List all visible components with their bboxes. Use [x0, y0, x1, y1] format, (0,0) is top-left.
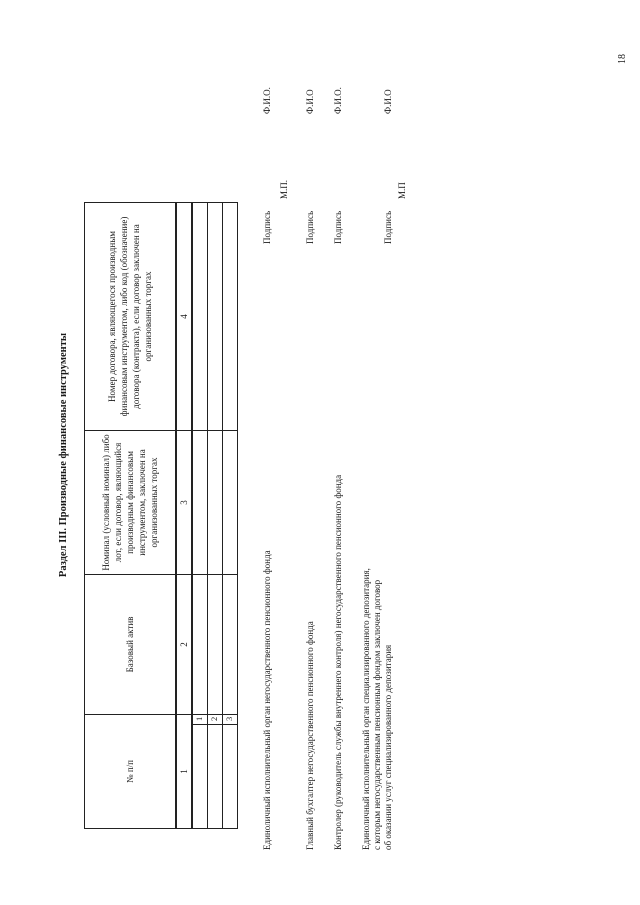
table-cell	[223, 430, 238, 574]
header-number: № п/п	[85, 714, 177, 828]
signature-line-executive	[262, 50, 276, 850]
signature-line-accountant	[305, 50, 319, 850]
signature-label: Подпись	[262, 210, 272, 244]
name-label: Ф.И.О.	[262, 87, 272, 114]
signature-label: Подпись	[305, 210, 315, 244]
table-cell	[208, 725, 223, 829]
table-cell	[223, 725, 238, 829]
table-cell	[208, 202, 223, 430]
column-number: 2	[176, 574, 192, 714]
table-cell	[192, 725, 208, 829]
name-label: Ф.И.О	[383, 89, 393, 114]
table-cell	[223, 574, 238, 714]
column-number: 1	[176, 714, 192, 828]
row-index: 3	[223, 714, 238, 724]
signature-line-controller	[333, 50, 347, 850]
column-number: 4	[176, 202, 192, 430]
table-cell	[192, 202, 208, 430]
name-label: Ф.И.О	[305, 89, 315, 114]
name-label: Ф.И.О.	[333, 87, 343, 114]
table-cell	[208, 430, 223, 574]
signature-line-depositary	[361, 50, 401, 850]
signatory-label-line: Единоличный исполнительный орган специализированного депозитария,	[361, 568, 371, 850]
signatory-label-line: с которым негосударственным пенсионным фондом заключен договор	[372, 579, 382, 850]
header-contract-number: Номер договора, являющегося производным финансовым инструментом, либо код (обозначение) договора (контракта), если договор заключен на организованных торгах	[85, 202, 177, 430]
stamp-mark: М.П	[397, 182, 407, 199]
signature-label: Подпись	[383, 210, 393, 244]
derivatives-table	[84, 202, 238, 829]
signatory-label-line: об оказании услуг специализированного депозитария	[383, 644, 393, 850]
page-number: 18	[617, 54, 628, 64]
row-index: 1	[192, 714, 208, 724]
row-index: 2	[208, 714, 223, 724]
signatory-label: Главный бухгалтер негосударственного пенсионного фонда	[305, 621, 315, 850]
column-number: 3	[176, 430, 192, 574]
table-cell	[192, 430, 208, 574]
table-cell	[192, 574, 208, 714]
signatory-label	[361, 568, 394, 850]
table-row	[192, 202, 208, 828]
table-cell	[223, 202, 238, 430]
table-row	[223, 202, 238, 828]
stamp-mark: М.П.	[279, 179, 289, 199]
header-nominal: Номинал (условный номинал) либо лот, если договор, являющийся производным финансовым инструментом, заключен на организованных торгах	[85, 430, 177, 574]
table-cell	[208, 574, 223, 714]
signatory-label: Контролер (руководитель службы внутреннего контроля) негосударственного пенсионного фонда	[333, 474, 343, 850]
signature-label: Подпись	[333, 210, 343, 244]
section-title: Раздел III. Производные финансовые инструменты	[58, 332, 69, 578]
signatory-label: Единоличный исполнительный орган негосударственного пенсионного фонда	[262, 550, 272, 850]
table-row	[208, 202, 223, 828]
header-base-asset: Базовый актив	[85, 574, 177, 714]
column-numbers-row	[176, 202, 192, 828]
